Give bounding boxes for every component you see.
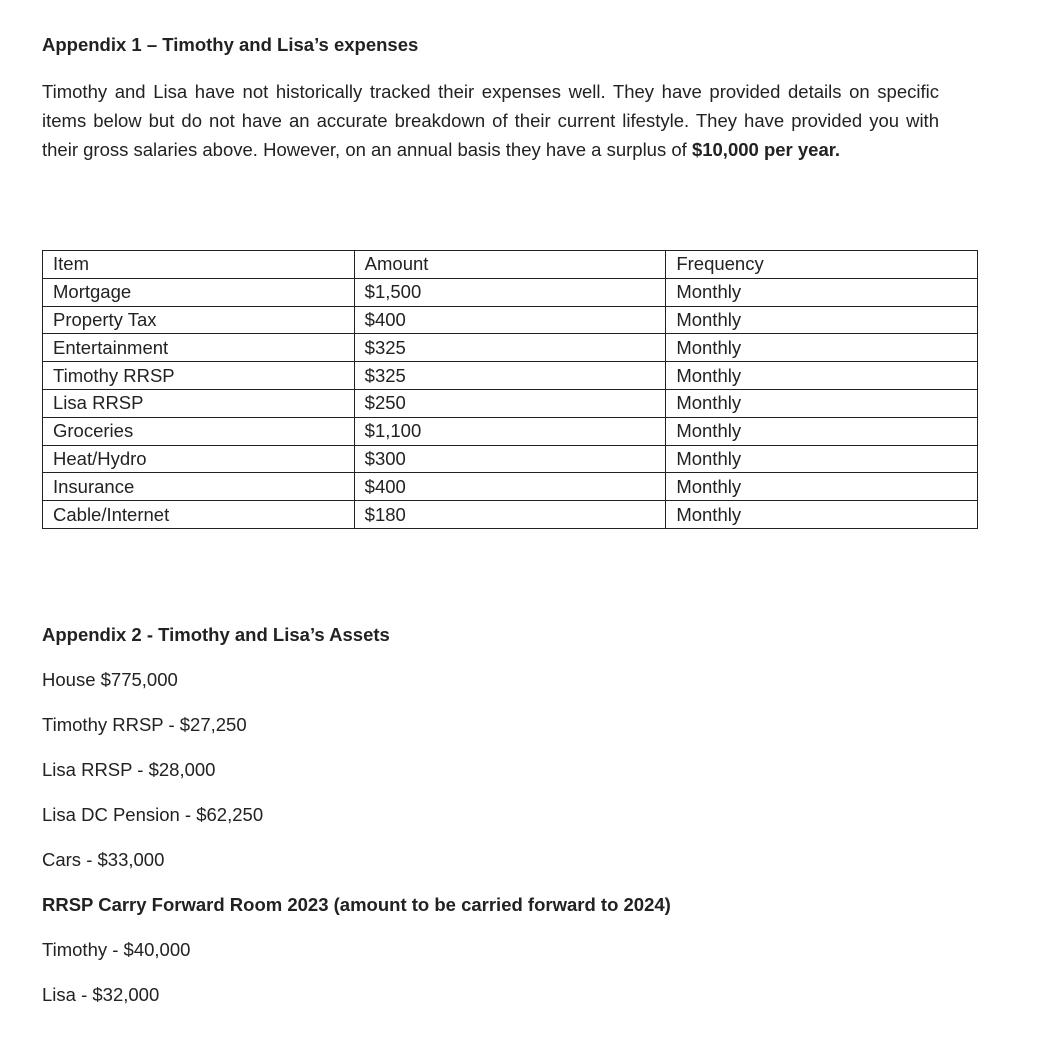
cell-amount: $325 [354,334,666,362]
cell-frequency: Monthly [666,417,978,445]
cell-frequency: Monthly [666,473,978,501]
carry-forward-heading: RRSP Carry Forward Room 2023 (amount to be carried forward to 2024) [42,894,671,915]
cell-frequency: Monthly [666,445,978,473]
asset-lisa-dc-pension: Lisa DC Pension - $62,250 [42,804,264,825]
expenses-table [42,250,978,529]
cell-amount: $400 [354,473,666,501]
asset-house: House $775,000 [42,669,178,690]
table-row [43,501,978,529]
cell-frequency: Monthly [666,306,978,334]
cell-amount: $180 [354,501,666,529]
paragraph-text: Timothy and Lisa have not historically tracked their expenses well. They have provided details on specific items below but do not have an accurate breakdown of their current lifestyle. They have provided you with their gross salaries above. However, on an annual basis they have a surplus of [42,81,939,160]
cell-item: Mortgage [43,278,355,306]
cell-amount: $325 [354,362,666,390]
table-row [43,389,978,417]
table-row [43,362,978,390]
table-row [43,306,978,334]
table-row [43,278,978,306]
cell-frequency: Monthly [666,389,978,417]
table-row [43,473,978,501]
asset-cars: Cars - $33,000 [42,849,165,870]
cell-item: Heat/Hydro [43,445,355,473]
cell-amount: $250 [354,389,666,417]
cell-item: Insurance [43,473,355,501]
cell-amount: $1,100 [354,417,666,445]
cell-amount: $1,500 [354,278,666,306]
table-header-row [43,251,978,279]
table-row [43,417,978,445]
cell-item: Timothy RRSP [43,362,355,390]
cell-item: Entertainment [43,334,355,362]
surplus-amount: $10,000 per year. [691,139,841,160]
cell-item: Groceries [43,417,355,445]
appendix-1-heading: Appendix 1 – Timothy and Lisa’s expenses [42,34,419,55]
carry-lisa: Lisa - $32,000 [42,984,160,1005]
cell-frequency: Monthly [666,362,978,390]
asset-timothy-rrsp: Timothy RRSP - $27,250 [42,714,247,735]
cell-item: Cable/Internet [43,501,355,529]
appendix-2-heading: Appendix 2 - Timothy and Lisa’s Assets [42,624,390,645]
cell-amount: $300 [354,445,666,473]
cell-frequency: Monthly [666,501,978,529]
header-frequency: Frequency [666,251,978,279]
cell-amount: $400 [354,306,666,334]
table-row [43,334,978,362]
cell-frequency: Monthly [666,334,978,362]
header-item: Item [43,251,355,279]
cell-frequency: Monthly [666,278,978,306]
carry-timothy: Timothy - $40,000 [42,939,191,960]
cell-item: Lisa RRSP [43,389,355,417]
table-row [43,445,978,473]
appendix-1-paragraph [42,77,939,164]
cell-item: Property Tax [43,306,355,334]
asset-lisa-rrsp: Lisa RRSP - $28,000 [42,759,216,780]
header-amount: Amount [354,251,666,279]
